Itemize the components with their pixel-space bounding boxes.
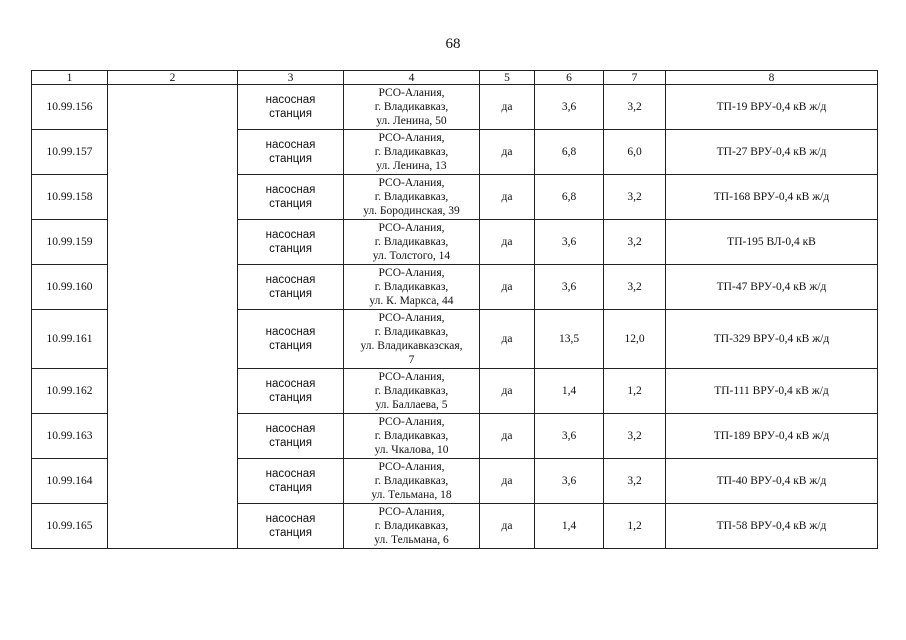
address-cell: [344, 369, 480, 414]
object-type-line: станция: [269, 392, 312, 404]
power-source-cell: ТП-195 ВЛ-0,4 кВ: [666, 220, 878, 265]
header-cell: 1: [32, 71, 108, 85]
data-table: [31, 70, 878, 549]
value-6-cell: 3,6: [535, 85, 604, 130]
address-line: ул. Баллаева, 5: [375, 399, 448, 411]
power-source-cell: ТП-189 ВРУ-0,4 кВ ж/д: [666, 414, 878, 459]
value-6-cell: 3,6: [535, 265, 604, 310]
code-cell: 10.99.158: [32, 175, 108, 220]
value-6-cell: 3,6: [535, 459, 604, 504]
object-type-line: станция: [269, 198, 312, 210]
address-line: ул. Чкалова, 10: [374, 444, 449, 456]
flag-cell: да: [480, 504, 535, 549]
power-source-cell: ТП-19 ВРУ-0,4 кВ ж/д: [666, 85, 878, 130]
address-line: РСО-Алания,: [378, 312, 445, 324]
flag-cell: да: [480, 220, 535, 265]
object-type-line: станция: [269, 482, 312, 494]
table-row: [32, 85, 878, 130]
object-type-line: станция: [269, 288, 312, 300]
value-6-cell: 3,6: [535, 414, 604, 459]
address-line: ул. Тельмана, 6: [374, 534, 449, 546]
object-type-line: станция: [269, 437, 312, 449]
address-line: РСО-Алания,: [378, 506, 445, 518]
object-type-cell: [238, 459, 344, 504]
flag-cell: да: [480, 310, 535, 369]
object-type-cell: [238, 414, 344, 459]
code-cell: 10.99.165: [32, 504, 108, 549]
value-6-cell: 1,4: [535, 369, 604, 414]
code-cell: 10.99.163: [32, 414, 108, 459]
object-type-line: станция: [269, 243, 312, 255]
flag-cell: да: [480, 414, 535, 459]
address-cell: [344, 310, 480, 369]
address-line: г. Владикавказ,: [374, 326, 449, 338]
value-7-cell: 3,2: [604, 85, 666, 130]
object-type-line: насосная: [265, 513, 316, 525]
value-7-cell: 3,2: [604, 414, 666, 459]
page-number: 68: [445, 36, 461, 52]
table-body: [32, 71, 878, 549]
address-line: ул. Тельмана, 18: [371, 489, 452, 501]
object-type-cell: [238, 504, 344, 549]
object-type-cell: [238, 85, 344, 130]
address-line: ул. Ленина, 50: [376, 115, 447, 127]
address-line: г. Владикавказ,: [374, 475, 449, 487]
flag-cell: да: [480, 85, 535, 130]
object-type-line: насосная: [265, 468, 316, 480]
address-line: г. Владикавказ,: [374, 385, 449, 397]
code-cell: 10.99.159: [32, 220, 108, 265]
address-line: г. Владикавказ,: [374, 146, 449, 158]
value-6-cell: 13,5: [535, 310, 604, 369]
address-line: ул. К. Маркса, 44: [369, 295, 454, 307]
object-type-line: станция: [269, 527, 312, 539]
value-6-cell: 1,4: [535, 504, 604, 549]
flag-cell: да: [480, 369, 535, 414]
header-cell: 7: [604, 71, 666, 85]
address-line: ул. Толстого, 14: [372, 250, 451, 262]
value-7-cell: 12,0: [604, 310, 666, 369]
value-7-cell: 1,2: [604, 369, 666, 414]
power-source-cell: ТП-168 ВРУ-0,4 кВ ж/д: [666, 175, 878, 220]
address-line: РСО-Алания,: [378, 87, 445, 99]
address-cell: [344, 175, 480, 220]
power-source-cell: ТП-111 ВРУ-0,4 кВ ж/д: [666, 369, 878, 414]
header-cell: 4: [344, 71, 480, 85]
object-type-cell: [238, 310, 344, 369]
power-source-cell: ТП-329 ВРУ-0,4 кВ ж/д: [666, 310, 878, 369]
header-cell: 2: [108, 71, 238, 85]
value-7-cell: 3,2: [604, 220, 666, 265]
flag-cell: да: [480, 175, 535, 220]
object-type-line: насосная: [265, 229, 316, 241]
object-type-line: насосная: [265, 378, 316, 390]
value-7-cell: 3,2: [604, 459, 666, 504]
object-type-line: насосная: [265, 139, 316, 151]
power-source-cell: ТП-58 ВРУ-0,4 кВ ж/д: [666, 504, 878, 549]
address-line: 7: [408, 354, 415, 366]
value-6-cell: 6,8: [535, 175, 604, 220]
object-type-cell: [238, 220, 344, 265]
address-line: г. Владикавказ,: [374, 236, 449, 248]
address-line: ул. Ленина, 13: [376, 160, 447, 172]
header-cell: 6: [535, 71, 604, 85]
address-line: РСО-Алания,: [378, 222, 445, 234]
column-2-cell: [108, 85, 238, 549]
object-type-line: станция: [269, 153, 312, 165]
address-line: РСО-Алания,: [378, 416, 445, 428]
code-cell: 10.99.161: [32, 310, 108, 369]
value-7-cell: 6,0: [604, 130, 666, 175]
code-cell: 10.99.162: [32, 369, 108, 414]
object-type-line: насосная: [265, 184, 316, 196]
header-cell: 8: [666, 71, 878, 85]
object-type-cell: [238, 265, 344, 310]
header-cell: 3: [238, 71, 344, 85]
address-cell: [344, 504, 480, 549]
address-cell: [344, 459, 480, 504]
flag-cell: да: [480, 130, 535, 175]
address-line: г. Владикавказ,: [374, 281, 449, 293]
code-cell: 10.99.160: [32, 265, 108, 310]
power-source-cell: ТП-27 ВРУ-0,4 кВ ж/д: [666, 130, 878, 175]
object-type-cell: [238, 369, 344, 414]
address-cell: [344, 130, 480, 175]
address-line: ул. Бородинская, 39: [363, 205, 460, 217]
table-header-row: [32, 71, 878, 85]
object-type-line: станция: [269, 108, 312, 120]
value-7-cell: 1,2: [604, 504, 666, 549]
address-line: г. Владикавказ,: [374, 191, 449, 203]
code-cell: 10.99.164: [32, 459, 108, 504]
value-7-cell: 3,2: [604, 175, 666, 220]
address-line: г. Владикавказ,: [374, 101, 449, 113]
address-cell: [344, 265, 480, 310]
address-line: РСО-Алания,: [378, 132, 445, 144]
value-6-cell: 3,6: [535, 220, 604, 265]
object-type-line: насосная: [265, 94, 316, 106]
code-cell: 10.99.156: [32, 85, 108, 130]
object-type-line: насосная: [265, 423, 316, 435]
address-line: РСО-Алания,: [378, 177, 445, 189]
object-type-line: насосная: [265, 274, 316, 286]
power-source-cell: ТП-47 ВРУ-0,4 кВ ж/д: [666, 265, 878, 310]
address-line: РСО-Алания,: [378, 267, 445, 279]
address-cell: [344, 220, 480, 265]
address-cell: [344, 85, 480, 130]
address-cell: [344, 414, 480, 459]
code-cell: 10.99.157: [32, 130, 108, 175]
header-cell: 5: [480, 71, 535, 85]
object-type-cell: [238, 175, 344, 220]
address-line: г. Владикавказ,: [374, 520, 449, 532]
object-type-cell: [238, 130, 344, 175]
power-source-cell: ТП-40 ВРУ-0,4 кВ ж/д: [666, 459, 878, 504]
flag-cell: да: [480, 459, 535, 504]
address-line: г. Владикавказ,: [374, 430, 449, 442]
object-type-line: станция: [269, 340, 312, 352]
address-line: РСО-Алания,: [378, 371, 445, 383]
flag-cell: да: [480, 265, 535, 310]
object-type-line: насосная: [265, 326, 316, 338]
value-6-cell: 6,8: [535, 130, 604, 175]
address-line: РСО-Алания,: [378, 461, 445, 473]
address-line: ул. Владикавказская,: [360, 340, 463, 352]
value-7-cell: 3,2: [604, 265, 666, 310]
